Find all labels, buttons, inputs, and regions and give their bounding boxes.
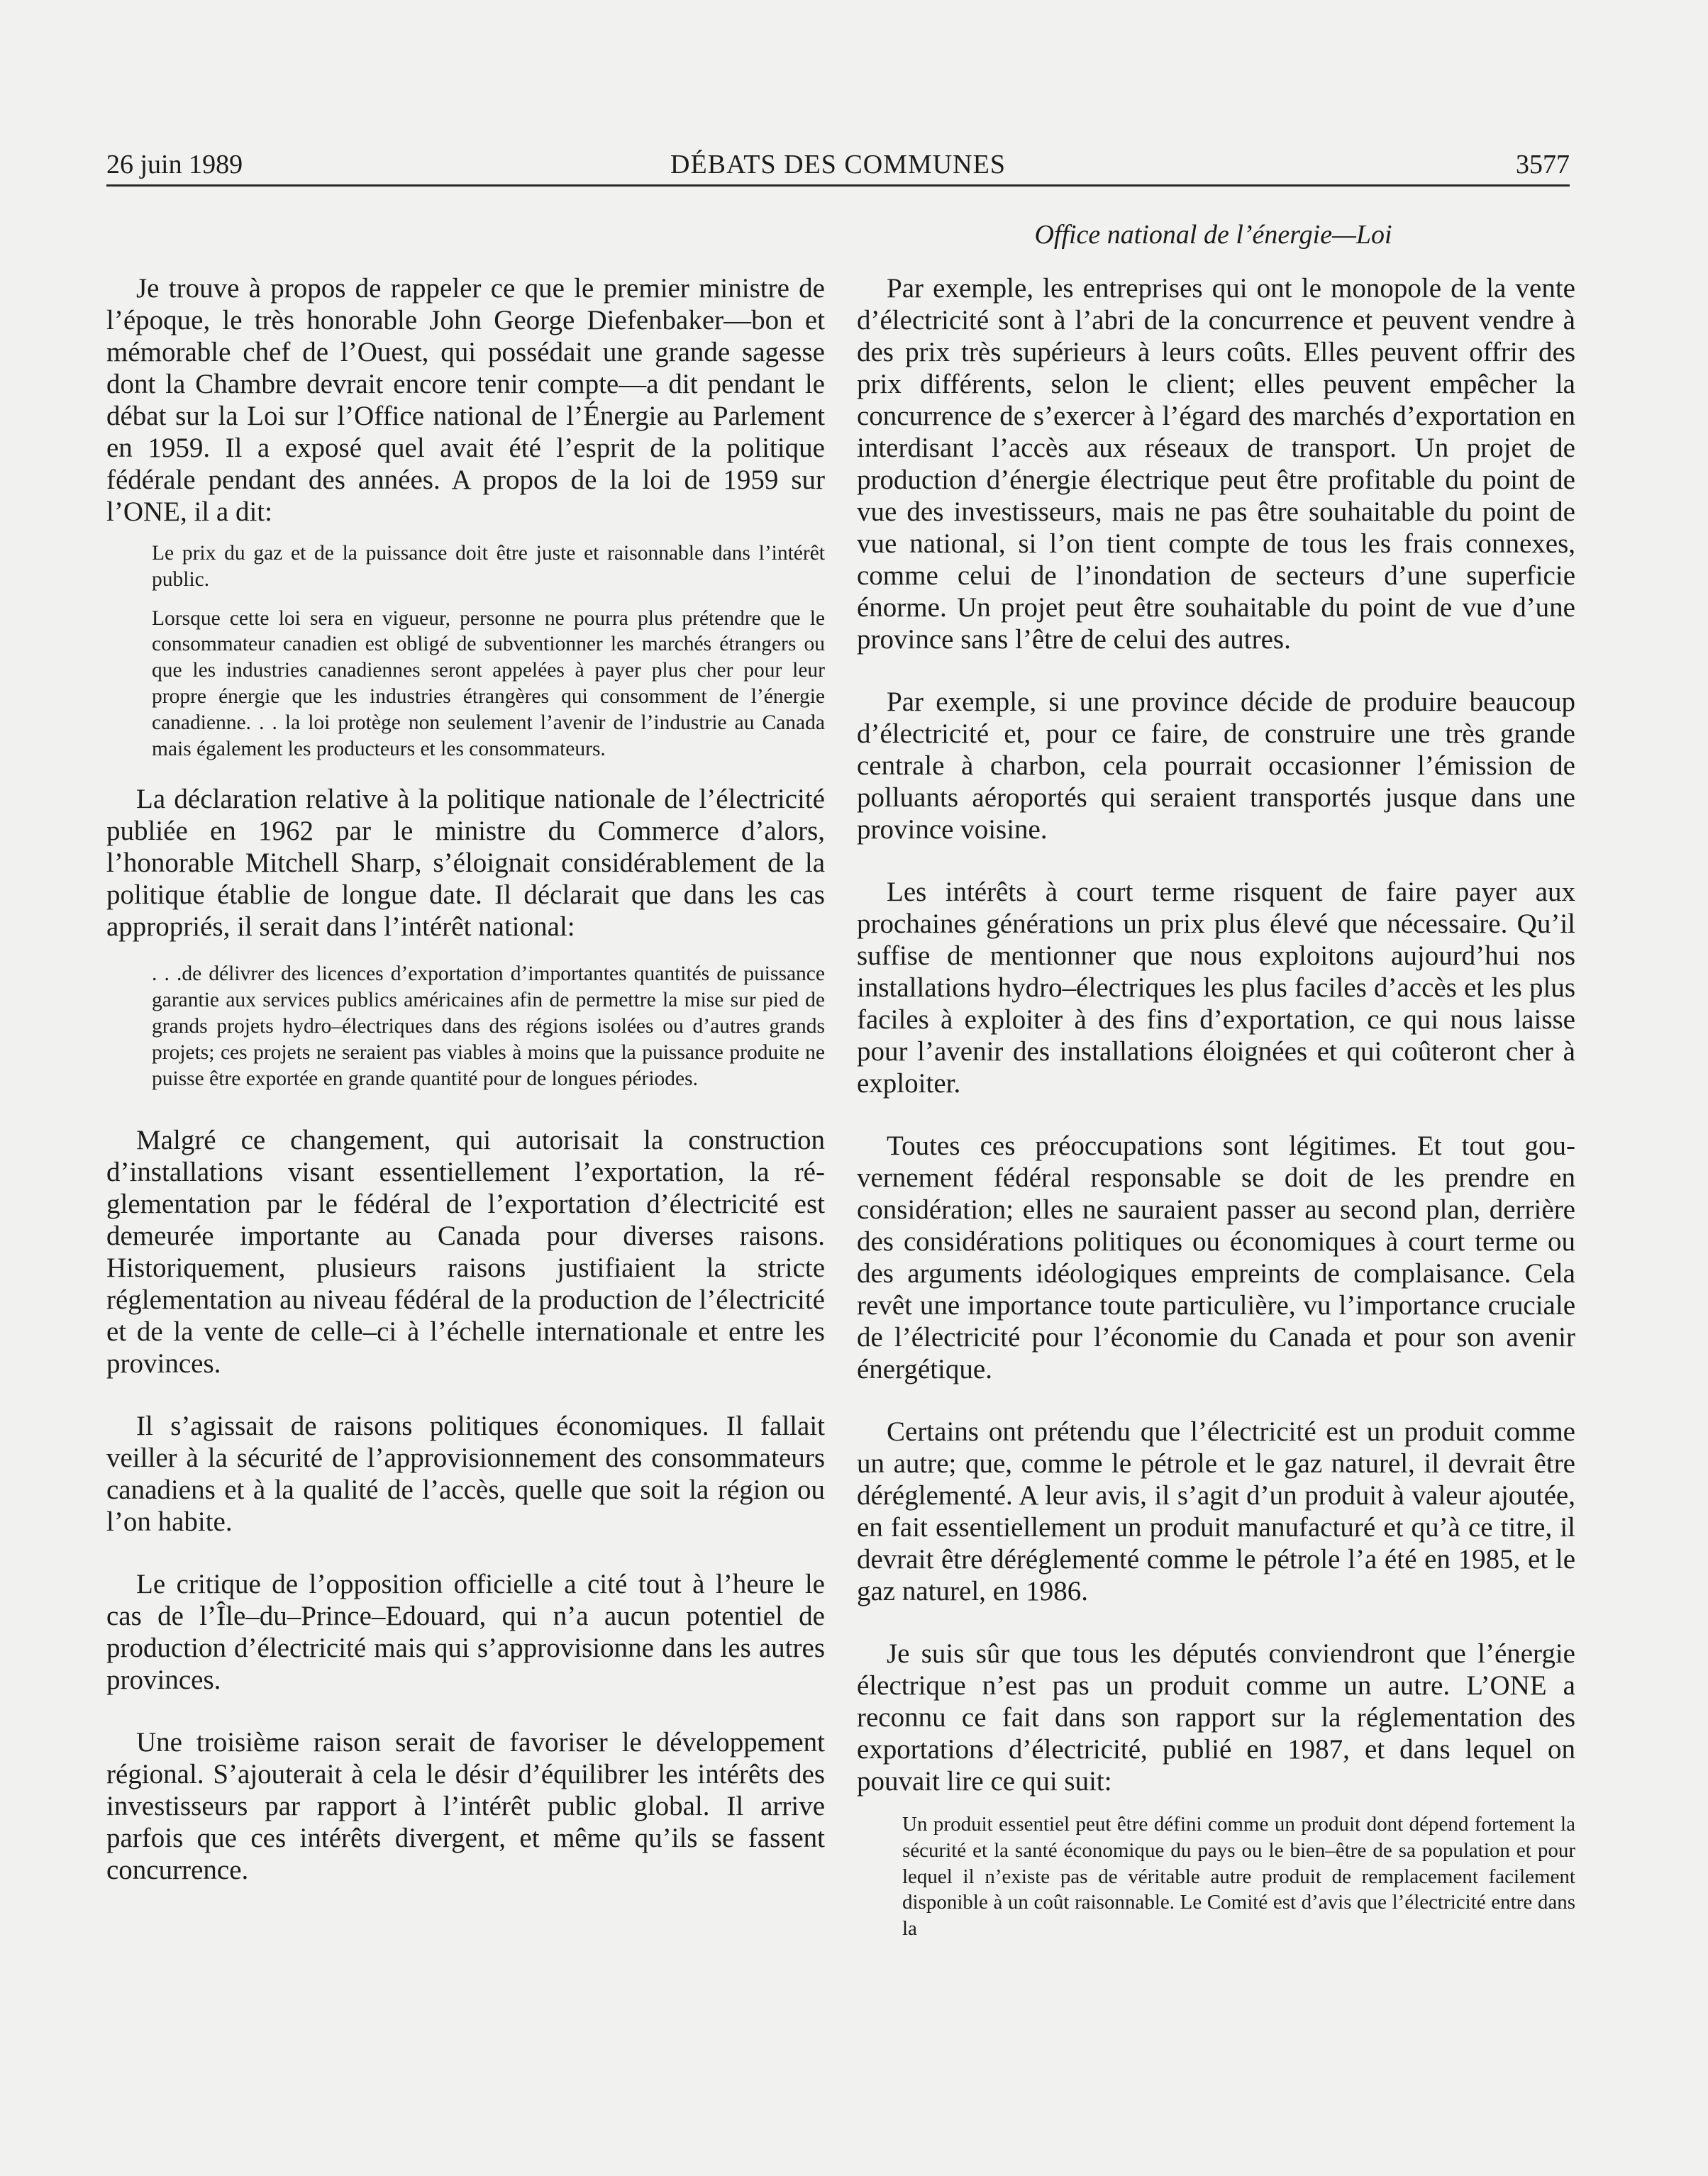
paragraph: Je suis sûr que tous les députés conviendront que l’énergie électrique n’est pas un produit comme un autre. L’ONE a reconnu ce fait dans son rapport sur la réglementation des exportations d’électricité, publié en 1987, et dans lequel on pouvait lire ce qui suit:: [857, 1638, 1575, 1797]
block-quote: Lorsque cette loi sera en vigueur, personne ne pourra plus prétendre que le consommateur canadien est obligé de subventionner les marchés étrangers ou que les industries canadiennes seront appelées à payer plus cher pour leur propre énergie que les industries étrangères qui consomment de l’énergie canadienne. . . la loi protège non seulement l’avenir de l’industrie au Canada mais également les producteurs et les consommateurs.: [152, 606, 825, 760]
page-header: [106, 146, 1570, 183]
block-quote: . . .de délivrer des licences d’exportation d’importantes quantités de puissance garantie aux services publics américaines afin de permettre la mise sur pied de grands projets hydro–électriques dans des régions isolées ou d’autres grands projets; ces projets ne seraient pas viables à moins que la puissance produite ne puisse être exportée en grande quantité pour de longues périodes.: [152, 962, 825, 1090]
paragraph: Le critique de l’opposition officielle a cité tout à l’heure le cas de l’Île–du–Prince–Edouard, qui n’a aucun potentiel de production d’électricité mais qui s’approvisionne dans les autres provinces.: [106, 1569, 825, 1696]
block-quote: Un produit essentiel peut être défini comme un produit dont dépend fortement la sécurité et la santé économique du pays ou le bien–être de sa population et pour lequel il n’existe pas de véritable autre produit de remplacement facilement disponible à un coût raisonnable. Le Comité est d’avis que l’électricité entre dans la: [902, 1813, 1575, 1941]
paragraph: Malgré ce changement, qui autorisait la construction d’installations visant essentiellement l’exportation, la réglementation par le fédéral de l’exportation d’électricité est demeurée importante au Canada pour diverses raisons. Historiquement, plusieurs raisons justifiaient la stricte réglementation au niveau fédéral de la production de l’électricité et de la vente de celle–ci à l’échelle internationale et entre les provinces.: [106, 1125, 825, 1380]
header-page-number: 3577: [1516, 150, 1570, 179]
block-quote: Le prix du gaz et de la puissance doit être juste et raisonnable dans l’intérêt public.: [152, 542, 825, 591]
paragraph: Une troisième raison serait de favoriser le développement régional. S’ajouterait à cela le désir d’équilibrer les intérêts des investisseurs par rapport à l’intérêt public global. Il arrive parfois que ces intérêts divergent, et même qu’ils se fassent concurrence.: [106, 1727, 825, 1886]
running-head: Office national de l’énergie—Loi: [1034, 220, 1392, 250]
header-date: 26 juin 1989: [106, 150, 243, 179]
header-rule: [106, 184, 1570, 187]
paragraph: Il s’agissait de raisons politiques économiques. Il fallait veiller à la sécurité de l’approvisionnement des consommateurs canadiens et à la qualité de l’accès, quelle que soit la région ou l’on habite.: [106, 1411, 825, 1538]
paragraph: Par exemple, les entreprises qui ont le monopole de la vente d’électricité sont à l’abri de la concurrence et peuvent vendre à des prix très supérieurs à leurs coûts. Elles peuvent offrir des prix différents, selon le client; elles peuvent empêcher la concurrence de s’exercer à l’égard des marchés d’exportation en interdisant l’accès aux réseaux de transport. Un projet de production d’énergie électrique peut être profitable du point de vue des investisseurs, mais ne pas être souhaitable du point de vue national, si l’on tient compte de tous les frais connexes, comme celui de l’inondation de secteurs d’une superficie énorme. Un projet peut être souhaitable du point de vue d’une province sans l’être de celui des autres.: [857, 273, 1575, 655]
paragraph: Les intérêts à court terme risquent de faire payer aux prochaines générations un prix plus élevé que nécessaire. Qu’il suffise de mentionner que nous exploitons aujourd’hui nos installations hydro–électriques les plus faciles d’accès et les plus faciles à exploiter à des fins d’exportation, ce qui nous laisse pour l’avenir des installations éloignées et qui coûteront cher à exploiter.: [857, 877, 1575, 1099]
paragraph: La déclaration relative à la politique nationale de l’électricité publiée en 1962 par le ministre du Commerce d’alors, l’honorable Mitchell Sharp, s’éloignait considérablement de la politique établie de longue date. Il déclarait que dans les cas appropriés, il serait dans l’intérêt national:: [106, 784, 825, 943]
header-publication-title: DÉBATS DES COMMUNES: [670, 150, 1006, 179]
paragraph: Toutes ces préoccupations sont légitimes. Et tout gouvernement fédéral responsable se doit de les prendre en considération; elles ne sauraient passer au second plan, derrière des considérations politiques ou économiques à court terme ou des arguments idéologiques empreints de complaisance. Cela revêt une importance toute particulière, vu l’importance cruciale de l’électricité pour l’économie du Canada et pour son avenir énergétique.: [857, 1131, 1575, 1384]
left-column: [106, 272, 825, 1916]
paragraph: Par exemple, si une province décide de produire beaucoup d’électricité et, pour ce faire, de construire une très grande centrale à charbon, cela pourrait occasionner l’émission de polluants aéroportés qui seraient transportés jusque dans une province voisine.: [857, 687, 1575, 845]
paragraph: Certains ont prétendu que l’électricité est un produit comme un autre; que, comme le pétrole et le gaz naturel, il devrait être déréglementé. A leur avis, il s’agit d’un produit à valeur ajoutée, en fait essentiellement un produit manufacturé et qu’à ce titre, il devrait être déréglementé comme le pétrole l’a été en 1985, et le gaz naturel, en 1986.: [857, 1416, 1575, 1606]
paragraph: Je trouve à propos de rappeler ce que le premier ministre de l’époque, le très honorable John George Diefenbaker—bon et mémorable chef de l’Ouest, qui possédait une grande sagesse dont la Chambre devrait encore tenir compte—a dit pendant le débat sur la Loi sur l’Office national de l’Énergie au Parlement en 1959. Il a exposé quel avait été l’esprit de la politique fédérale pendant des années. A propos de la loi de 1959 sur l’ONE, il a dit:: [106, 273, 825, 527]
right-column: [857, 272, 1575, 1958]
